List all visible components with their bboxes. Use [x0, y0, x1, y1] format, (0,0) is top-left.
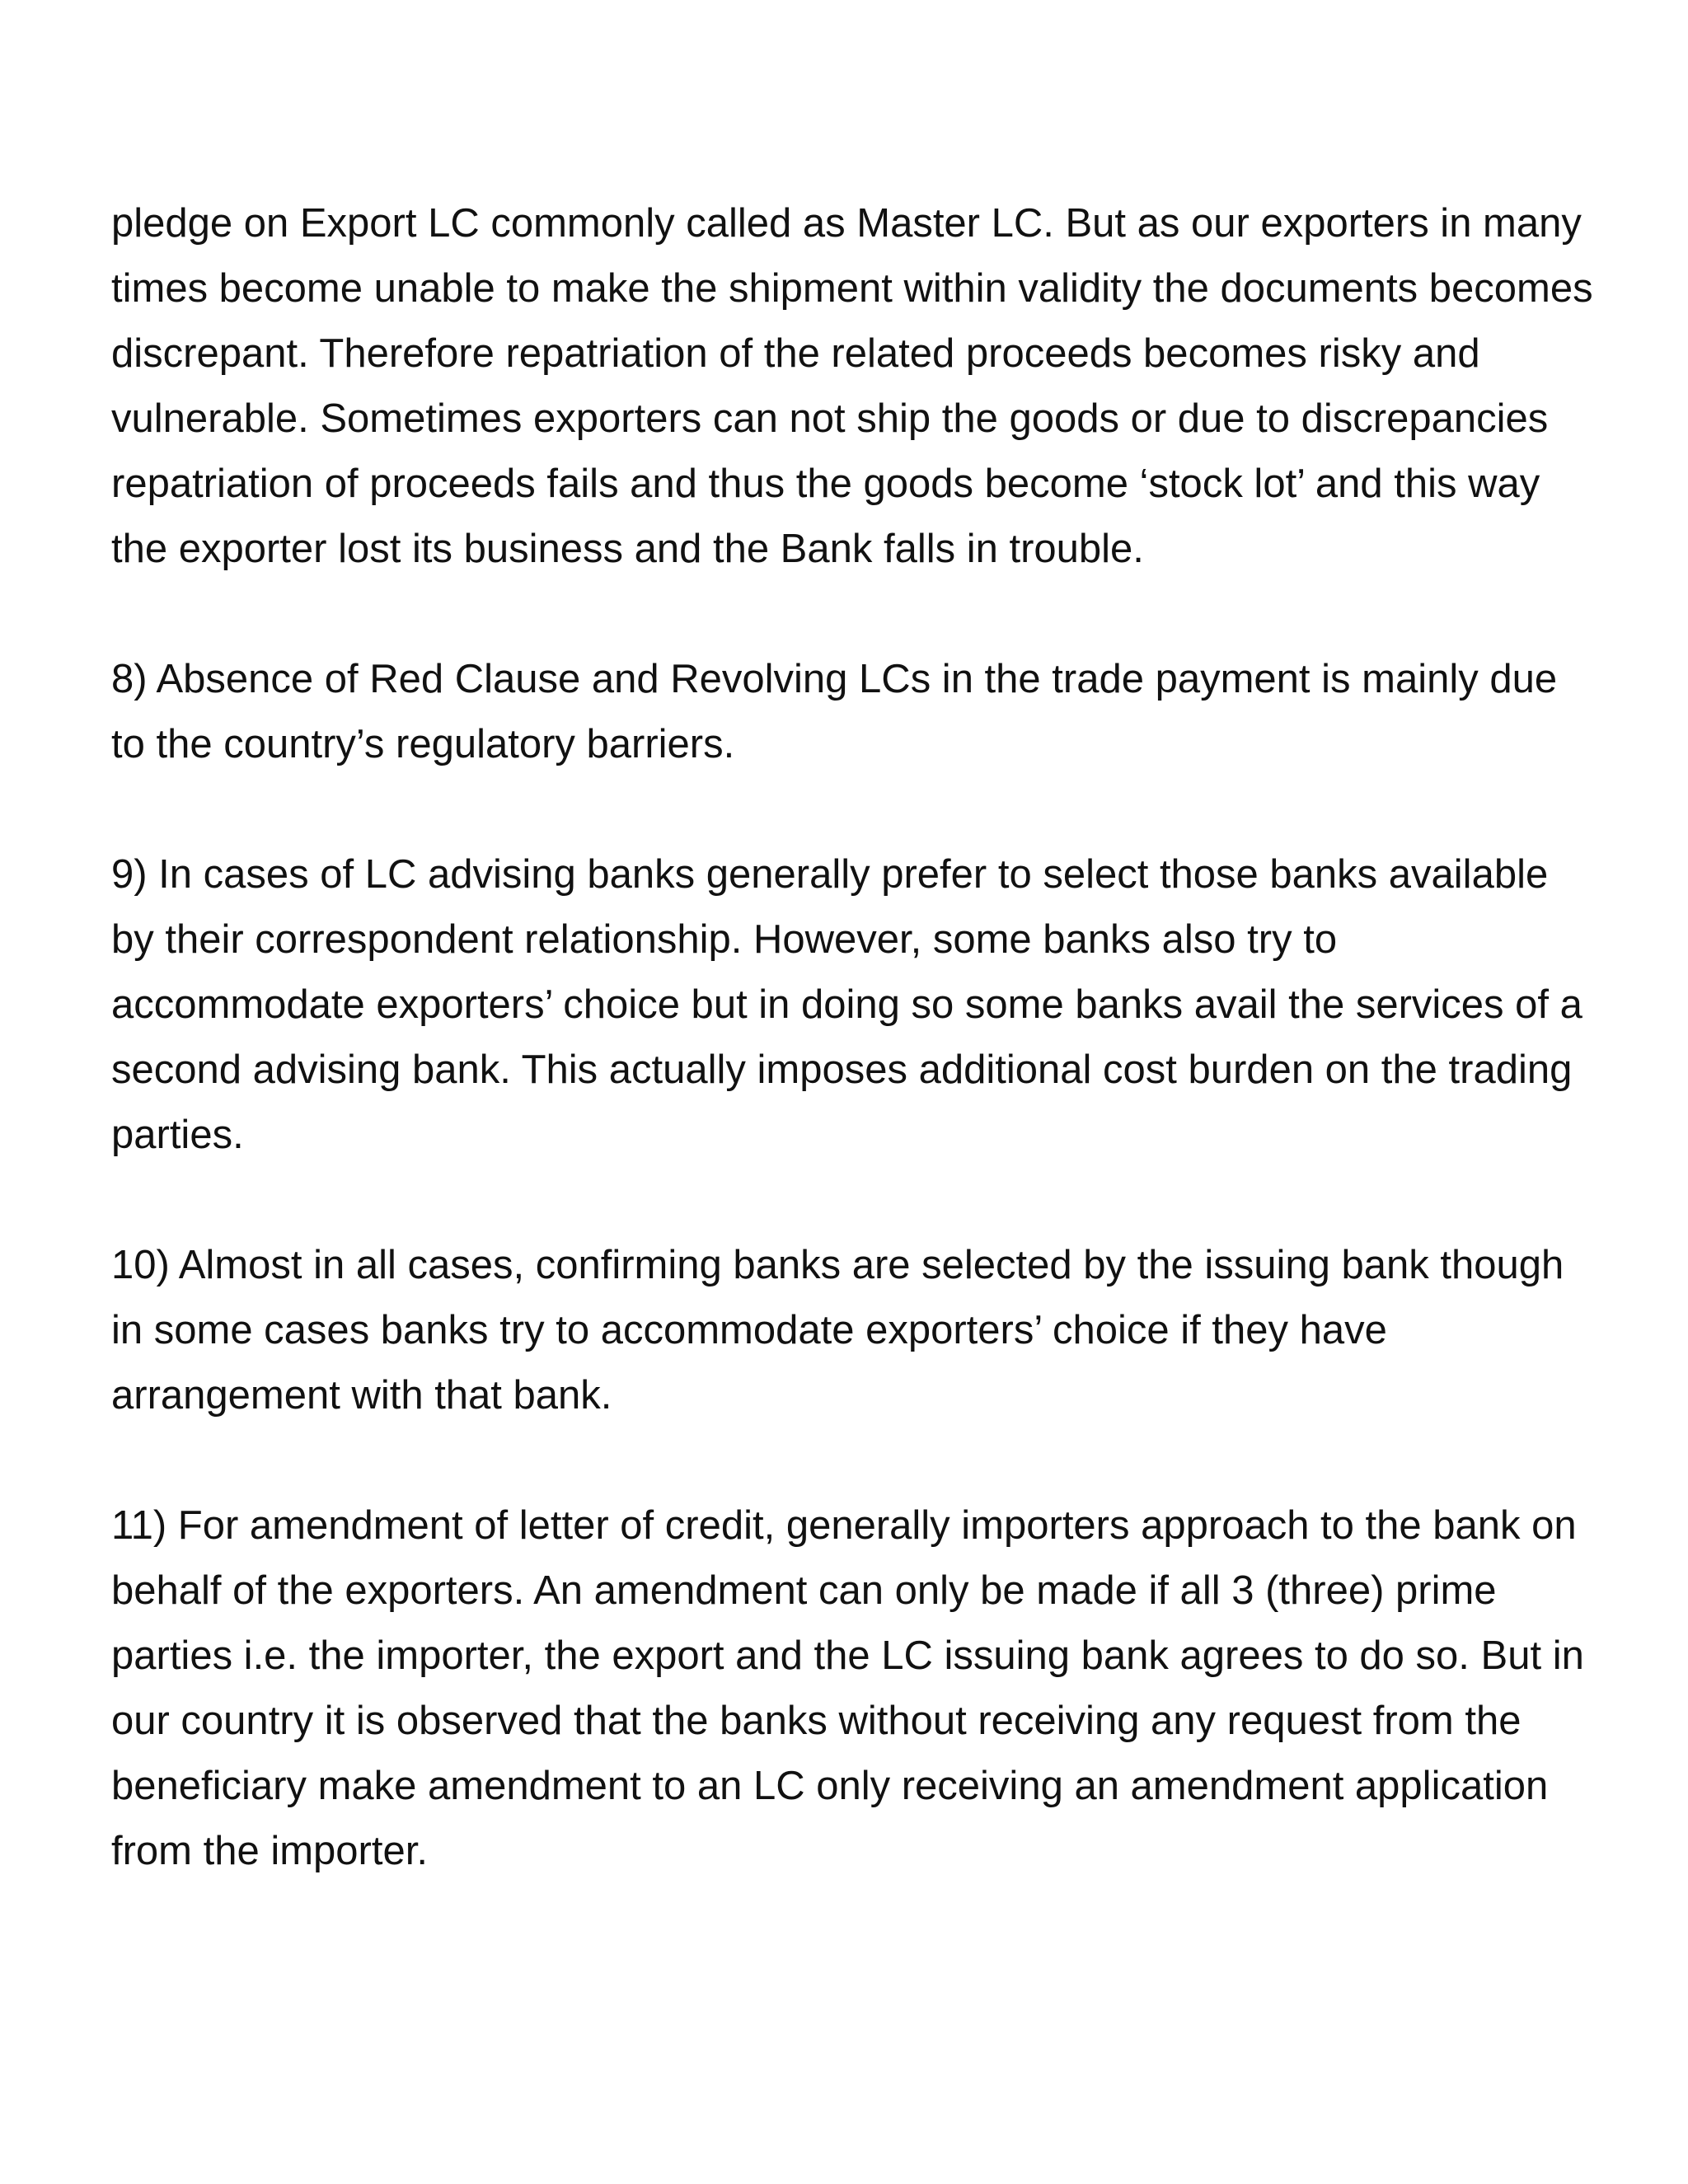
- paragraph-item-10: 10) Almost in all cases, confirming banks are selected by the issuing bank though in some cases banks try to accommodate exporters’ choice if they have arrangement with that bank.: [111, 1243, 1564, 1418]
- paragraph-item-11: 11) For amendment of letter of credit, generally importers approach to the bank on behalf of the exporters. An amendment can only be made if all 3 (three) prime parties i.e. the importer, the export and the LC issuing bank agrees to do so. But in our country it is observed that the banks without receiving any request from the beneficiary make amendment to an LC only receiving an amendment application from the importer.: [111, 1503, 1584, 1873]
- paragraph-master-lc: pledge on Export LC commonly called as Master LC. But as our exporters in many times become unable to make the shipment within validity the documents becomes discrepant. Therefore repatriation of the related proceeds becomes risky and vulnerable. Sometimes exporters can not ship the goods or due to discrepancies repatriation of proceeds fails and thus the goods become ‘stock lot’ and this way the exporter lost its business and the Bank falls in trouble.: [111, 201, 1593, 571]
- document-body: [111, 191, 1595, 1884]
- paragraph-item-9: 9) In cases of LC advising banks generally prefer to select those banks available by their correspondent relationship. However, some banks also try to accommodate exporters’ choice but in doing so some banks avail the services of a second advising bank. This actually imposes additional cost burden on the trading parties.: [111, 852, 1582, 1157]
- paragraph-item-8: 8) Absence of Red Clause and Revolving LCs in the trade payment is mainly due to the country’s regulatory barriers.: [111, 657, 1558, 766]
